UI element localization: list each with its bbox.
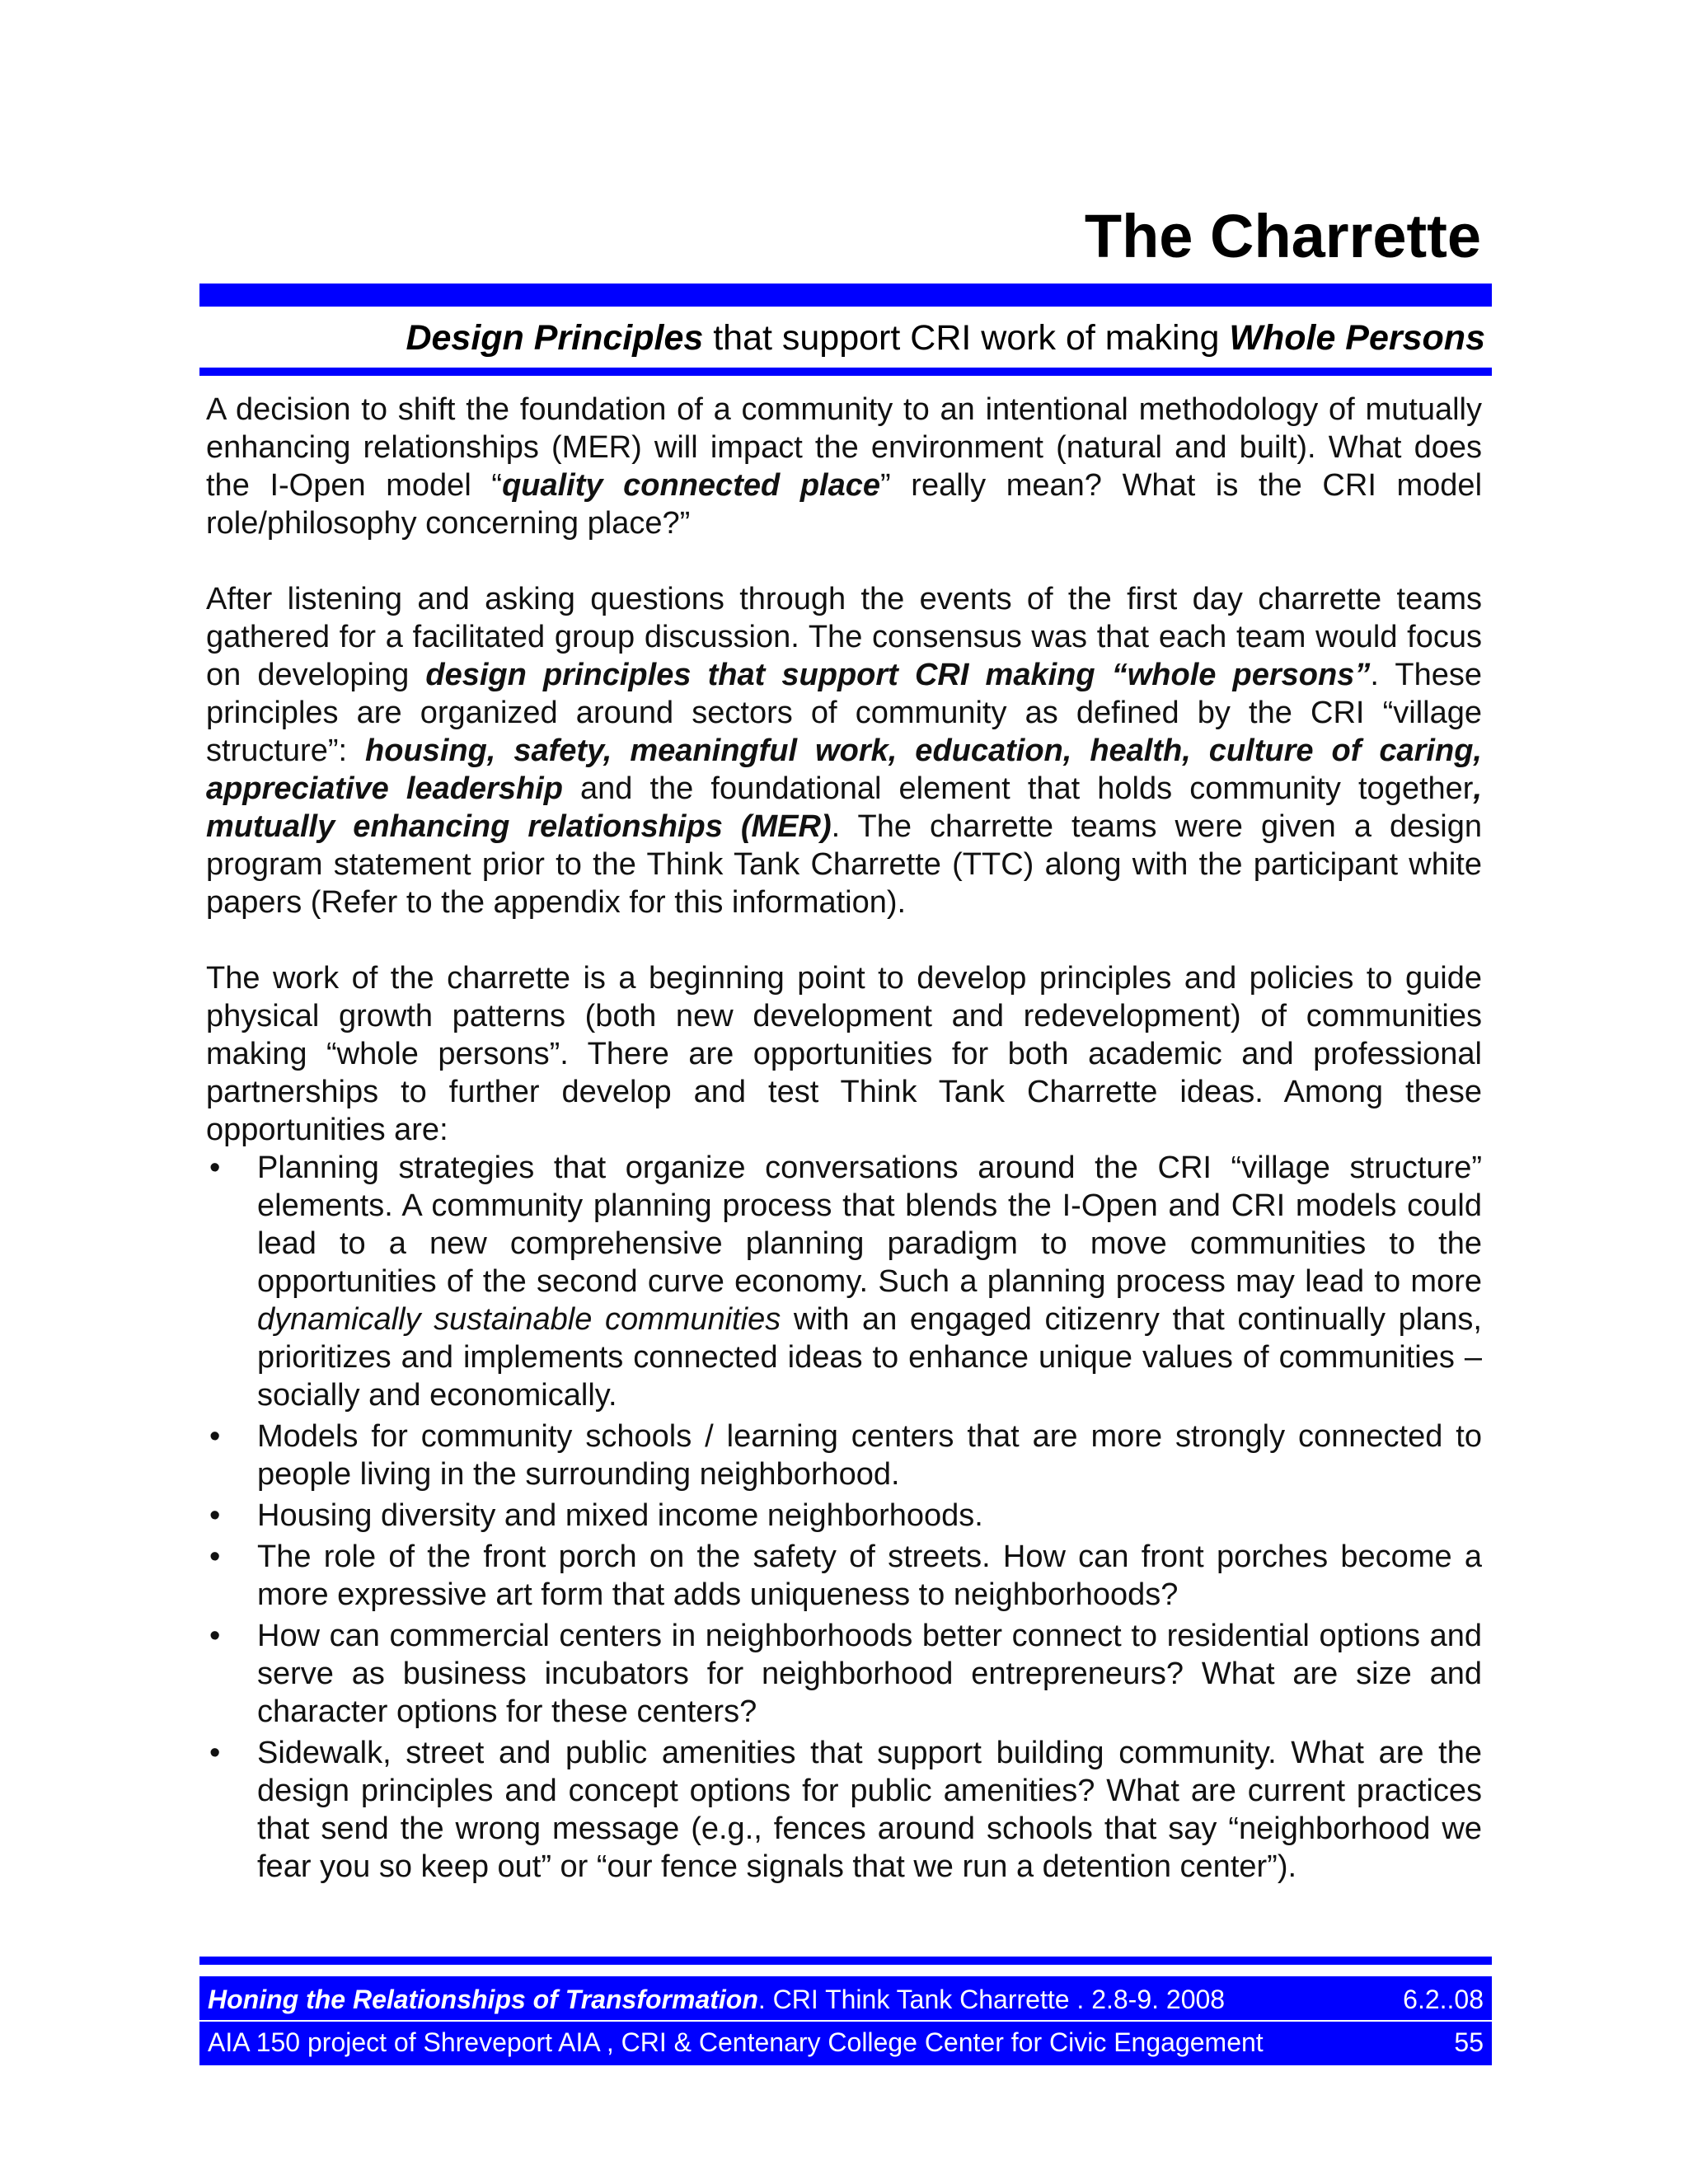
bullet-icon: • [209,1619,221,1653]
title-rule [199,284,1492,307]
footer-citation [208,1980,1225,2019]
paragraph-1-text: A decision to shift the foundation of a community to an intentional methodology of mutually enhancing relationships (MER) will impact the environment (natural and built). What does the I-Open model “ [206,392,1482,503]
footer-event: . CRI Think Tank Charrette . 2.8-9. 2008 [757,1985,1226,2014]
page-footer [199,1976,1492,2065]
page-number: 55 [1454,2027,1484,2057]
body-text [206,391,1482,1889]
subtitle [199,317,1485,360]
list-item-text: Planning strategies that organize conversations around the CRI “village structure” elements. A community planning process that blends the I-Open and CRI models could lead to a new comprehensive planning paradigm to move communities to the opportunities of the second curve economy. Such a planning process may lead to more [257,1151,1482,1299]
footer-rule [199,1957,1492,1965]
list-item [206,1418,1482,1493]
list-item-text-end: with an engaged citizenry that continually plans, prioritizes and implements connected ideas to enhance unique values of communities – socially and economically. [257,1302,1482,1413]
paragraph-1-emphasis: quality connected place [502,468,881,503]
list-item [206,1617,1482,1731]
paragraph-1-text-end: ” really mean? What is the CRI model role/philosophy concerning place?” [206,468,1483,541]
bullet-icon: • [209,1540,221,1574]
footer-row-1 [208,1980,1484,2019]
list-item [206,1734,1482,1886]
paragraph-2-emphasis-2: housing, safety, meaningful work, education, health, culture of caring, appreciative leadership [206,733,1482,806]
list-item-text: The role of the front porch on the safety of streets. How can front porches become a more expressive art form that adds uniqueness to neighborhoods? [257,1540,1482,1612]
bullet-icon: • [209,1151,221,1185]
footer-row-2 [208,2022,1484,2062]
paragraph-2-text-3: and the foundational element that holds community together [562,771,1474,806]
list-item [206,1149,1482,1414]
paragraph-2 [206,580,1482,921]
paragraph-2-emphasis-1: design principles that support CRI making “whole persons” [425,658,1371,692]
subtitle-text: that support CRI work of making [703,318,1230,358]
list-item-text: How can commercial centers in neighborhoods better connect to residential options and serve as business incubators for neighborhood entrepreneurs? What are size and character options for these centers? [257,1619,1482,1729]
paragraph-3: The work of the charrette is a beginning point to develop principles and policies to guide physical growth patterns (both new development and redevelopment) of communities making “whole persons”. There are opportunities for both academic and professional partnerships to further develop and test Think Tank Charrette ideas. Among these opportunities are: [206,961,1482,1147]
list-item-emphasis: dynamically sustainable communities [257,1302,781,1337]
paragraph-2-emphasis-3: , mutually enhancing relationships (MER) [206,771,1482,844]
subtitle-rule [199,368,1492,376]
opportunities-list [206,1149,1482,1886]
subtitle-emphasis-2: Whole Persons [1229,318,1485,358]
paragraph-2-text-4: . The charrette teams were given a design program statement prior to the Think Tank Charrette (TTC) along with the participant white papers (Refer to the appendix for this information). [206,809,1482,920]
paragraph-1 [206,391,1482,542]
bullet-icon: • [209,1498,221,1533]
paragraph-2-text-2: . These principles are organized around sectors of community as defined by the CRI “village structure”: [206,658,1482,768]
footer-project: AIA 150 project of Shreveport AIA , CRI & Centenary College Center for Civic Engagement [208,2027,1264,2057]
list-item [206,1538,1482,1614]
footer-date: 6.2..08 [1403,1985,1484,2014]
list-item [206,1497,1482,1535]
list-item-text: Housing diversity and mixed income neighborhoods. [257,1498,983,1533]
bullet-icon: • [209,1419,221,1454]
page-title: The Charrette [1084,202,1481,270]
paragraph-2-text: After listening and asking questions through the events of the first day charrette teams gathered for a facilitated group discussion. The consensus was that each team would focus on developing [206,582,1482,692]
footer-book-title: Honing the Relationships of Transformation [208,1985,758,2014]
footer-separator [199,2020,1492,2022]
subtitle-emphasis-1: Design Principles [406,318,704,358]
list-item-text: Sidewalk, street and public amenities that support building community. What are the design principles and concept options for public amenities? What are current practices that send the wrong message (e.g., fences around schools that say “neighborhood we fear you so keep out” or “our fence signals that we run a detention center”). [257,1736,1482,1884]
list-item-text: Models for community schools / learning centers that are more strongly connected to people living in the surrounding neighborhood. [257,1419,1482,1492]
bullet-icon: • [209,1736,221,1770]
